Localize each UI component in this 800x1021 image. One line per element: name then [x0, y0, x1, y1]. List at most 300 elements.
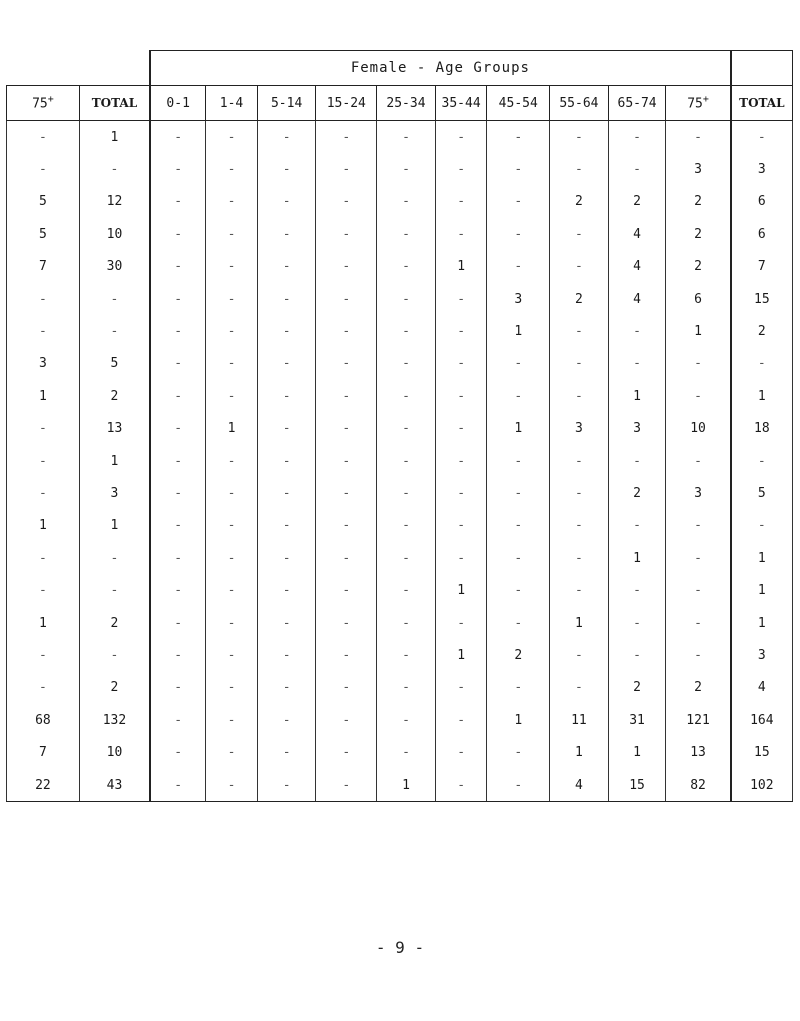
- table-cell: -: [7, 315, 80, 347]
- table-cell: -: [550, 121, 609, 154]
- table-cell: -: [487, 380, 550, 412]
- table-cell: -: [377, 413, 436, 445]
- table-cell: -: [435, 672, 487, 704]
- table-cell: 2: [79, 380, 150, 412]
- table-cell: -: [7, 574, 80, 606]
- table-cell: -: [206, 769, 258, 802]
- table-cell: 2: [666, 672, 731, 704]
- table-cell: -: [316, 348, 377, 380]
- table-cell: -: [550, 251, 609, 283]
- table-cell: -: [377, 315, 436, 347]
- table-cell: -: [435, 413, 487, 445]
- table-cell: -: [377, 121, 436, 154]
- table-cell: 2: [608, 672, 666, 704]
- table-cell: 121: [666, 704, 731, 736]
- table-cell: 15: [608, 769, 666, 802]
- table-row: [7, 283, 793, 315]
- table-cell: -: [316, 283, 377, 315]
- table-cell: 2: [79, 607, 150, 639]
- table-cell: -: [435, 607, 487, 639]
- table-row: [7, 315, 793, 347]
- table-cell: 2: [550, 283, 609, 315]
- table-cell: -: [377, 607, 436, 639]
- table-cell: -: [7, 477, 80, 509]
- table-row: [7, 704, 793, 736]
- table-cell: -: [206, 639, 258, 671]
- table-cell: -: [435, 218, 487, 250]
- table-cell: -: [377, 510, 436, 542]
- table-cell: -: [206, 251, 258, 283]
- table-cell: -: [150, 413, 206, 445]
- table-cell: -: [435, 445, 487, 477]
- table-cell: -: [257, 574, 316, 606]
- table-cell: -: [550, 218, 609, 250]
- table-cell: 1: [666, 315, 731, 347]
- table-cell: -: [150, 251, 206, 283]
- table-cell: 2: [79, 672, 150, 704]
- table-cell: -: [550, 542, 609, 574]
- table-cell: -: [377, 542, 436, 574]
- table-cell: -: [257, 380, 316, 412]
- table-cell: -: [206, 186, 258, 218]
- table-cell: -: [666, 574, 731, 606]
- col-total-header: TOTAL: [79, 86, 150, 121]
- table-cell: -: [731, 445, 793, 477]
- col-75-plus-female-header: 75+: [666, 86, 731, 121]
- table-cell: -: [257, 542, 316, 574]
- table-cell: -: [257, 704, 316, 736]
- table-cell: -: [666, 348, 731, 380]
- table-cell: 1: [487, 413, 550, 445]
- table-cell: -: [316, 445, 377, 477]
- table-cell: -: [666, 445, 731, 477]
- table-cell: -: [150, 704, 206, 736]
- table-cell: -: [550, 639, 609, 671]
- table-cell: -: [206, 380, 258, 412]
- table-cell: 1: [550, 736, 609, 768]
- table-cell: -: [435, 348, 487, 380]
- table-cell: 6: [731, 186, 793, 218]
- table-cell: -: [150, 769, 206, 802]
- table-cell: -: [316, 736, 377, 768]
- table-cell: -: [79, 315, 150, 347]
- table-row: [7, 413, 793, 445]
- table-cell: -: [7, 672, 80, 704]
- table-cell: -: [79, 639, 150, 671]
- table-cell: -: [79, 574, 150, 606]
- table-cell: 1: [435, 251, 487, 283]
- table-cell: 1: [377, 769, 436, 802]
- table-cell: -: [608, 315, 666, 347]
- table-cell: -: [79, 153, 150, 185]
- table-cell: -: [731, 510, 793, 542]
- table-cell: -: [550, 153, 609, 185]
- table-cell: -: [150, 380, 206, 412]
- group-header-row: [7, 51, 793, 86]
- table-cell: -: [316, 704, 377, 736]
- table-cell: -: [7, 542, 80, 574]
- table-row: [7, 607, 793, 639]
- table-cell: -: [435, 315, 487, 347]
- table-cell: -: [316, 574, 377, 606]
- table-cell: -: [206, 218, 258, 250]
- table-row: [7, 672, 793, 704]
- table-cell: -: [150, 736, 206, 768]
- table-row: [7, 186, 793, 218]
- table-cell: -: [377, 283, 436, 315]
- table-row: [7, 153, 793, 185]
- table-cell: -: [316, 413, 377, 445]
- table-cell: 11: [550, 704, 609, 736]
- table-cell: -: [377, 348, 436, 380]
- table-cell: -: [377, 672, 436, 704]
- table-cell: -: [206, 672, 258, 704]
- table-cell: -: [257, 218, 316, 250]
- table-cell: 2: [487, 639, 550, 671]
- table-cell: -: [316, 672, 377, 704]
- table-cell: -: [608, 348, 666, 380]
- table-cell: -: [7, 121, 80, 154]
- table-cell: -: [206, 477, 258, 509]
- table-cell: -: [206, 121, 258, 154]
- table-row: [7, 251, 793, 283]
- table-cell: -: [150, 672, 206, 704]
- table-cell: -: [316, 315, 377, 347]
- table-cell: -: [257, 639, 316, 671]
- table-cell: 3: [666, 477, 731, 509]
- table-cell: -: [377, 218, 436, 250]
- table-cell: -: [150, 477, 206, 509]
- table-cell: 6: [666, 283, 731, 315]
- table-cell: -: [257, 186, 316, 218]
- table-cell: 3: [550, 413, 609, 445]
- table-cell: -: [150, 445, 206, 477]
- table-cell: -: [150, 283, 206, 315]
- table-cell: -: [150, 639, 206, 671]
- table-cell: 1: [487, 704, 550, 736]
- table-cell: -: [377, 251, 436, 283]
- mortality-table: [6, 50, 793, 802]
- table-cell: 1: [79, 445, 150, 477]
- table-cell: -: [79, 283, 150, 315]
- table-cell: -: [257, 769, 316, 802]
- table-cell: -: [206, 510, 258, 542]
- table-cell: -: [487, 672, 550, 704]
- table-cell: 1: [487, 315, 550, 347]
- page-number: - 9 -: [375, 938, 425, 957]
- table-cell: -: [435, 542, 487, 574]
- table-cell: -: [257, 348, 316, 380]
- table-cell: -: [257, 413, 316, 445]
- table-cell: -: [608, 153, 666, 185]
- table-cell: -: [550, 574, 609, 606]
- table-cell: -: [150, 218, 206, 250]
- table-cell: 1: [608, 542, 666, 574]
- table-cell: -: [150, 315, 206, 347]
- table-cell: 164: [731, 704, 793, 736]
- table-cell: 4: [608, 251, 666, 283]
- table-cell: 2: [666, 186, 731, 218]
- table-cell: -: [257, 607, 316, 639]
- col-75-plus-header: 75+: [7, 86, 80, 121]
- table-cell: 13: [666, 736, 731, 768]
- table-cell: 7: [7, 251, 80, 283]
- table-row: [7, 510, 793, 542]
- table-cell: -: [487, 121, 550, 154]
- table-cell: -: [377, 186, 436, 218]
- table-cell: 1: [731, 542, 793, 574]
- table-cell: -: [206, 542, 258, 574]
- table-cell: 3: [731, 639, 793, 671]
- table-cell: 31: [608, 704, 666, 736]
- table-cell: 13: [79, 413, 150, 445]
- table-cell: -: [487, 251, 550, 283]
- table-cell: -: [550, 445, 609, 477]
- col-age-header: 5-14: [257, 86, 316, 121]
- table-cell: -: [487, 477, 550, 509]
- table-cell: -: [608, 510, 666, 542]
- column-header-row: [7, 86, 793, 121]
- table-cell: 1: [608, 736, 666, 768]
- table-row: [7, 639, 793, 671]
- table-cell: -: [435, 704, 487, 736]
- table-cell: -: [316, 477, 377, 509]
- table-cell: -: [316, 639, 377, 671]
- table-cell: 12: [79, 186, 150, 218]
- table-cell: -: [608, 121, 666, 154]
- table-cell: -: [206, 704, 258, 736]
- table-cell: 2: [666, 218, 731, 250]
- table-cell: 1: [7, 380, 80, 412]
- table-cell: -: [206, 736, 258, 768]
- table-cell: 1: [79, 121, 150, 154]
- table-cell: -: [487, 574, 550, 606]
- col-age-header: 25-34: [377, 86, 436, 121]
- table-cell: -: [435, 186, 487, 218]
- table-cell: 22: [7, 769, 80, 802]
- table-row: [7, 574, 793, 606]
- table-cell: -: [487, 769, 550, 802]
- table-cell: 4: [608, 218, 666, 250]
- table-cell: -: [487, 510, 550, 542]
- table-cell: 1: [79, 510, 150, 542]
- table-cell: -: [377, 704, 436, 736]
- table-cell: 1: [206, 413, 258, 445]
- table-cell: -: [150, 607, 206, 639]
- table-cell: 1: [435, 574, 487, 606]
- table-cell: -: [435, 510, 487, 542]
- table-cell: -: [487, 348, 550, 380]
- table-cell: -: [206, 607, 258, 639]
- table-cell: -: [608, 607, 666, 639]
- table-cell: -: [550, 315, 609, 347]
- table-cell: -: [435, 283, 487, 315]
- table-cell: -: [150, 121, 206, 154]
- table-cell: -: [608, 445, 666, 477]
- table-cell: 7: [731, 251, 793, 283]
- table-cell: -: [257, 672, 316, 704]
- table-cell: -: [316, 251, 377, 283]
- table-cell: -: [150, 186, 206, 218]
- table-cell: -: [487, 445, 550, 477]
- table-cell: -: [550, 672, 609, 704]
- table-cell: 2: [608, 186, 666, 218]
- table-cell: -: [150, 153, 206, 185]
- table-cell: 2: [731, 315, 793, 347]
- table-cell: -: [666, 542, 731, 574]
- table-cell: -: [7, 153, 80, 185]
- table-cell: -: [150, 574, 206, 606]
- table-cell: -: [257, 251, 316, 283]
- table-cell: 1: [550, 607, 609, 639]
- table-cell: -: [150, 542, 206, 574]
- table-cell: -: [150, 510, 206, 542]
- table-cell: 10: [666, 413, 731, 445]
- table-cell: -: [608, 574, 666, 606]
- col-age-header: 45-54: [487, 86, 550, 121]
- table-cell: -: [257, 445, 316, 477]
- table-cell: -: [377, 736, 436, 768]
- table-cell: -: [257, 153, 316, 185]
- table-cell: 82: [666, 769, 731, 802]
- table-cell: -: [7, 639, 80, 671]
- table-cell: -: [316, 769, 377, 802]
- table-cell: -: [150, 348, 206, 380]
- table-cell: 1: [608, 380, 666, 412]
- table-cell: -: [377, 639, 436, 671]
- table-cell: 1: [7, 510, 80, 542]
- table-cell: 5: [731, 477, 793, 509]
- table-body: [7, 121, 793, 802]
- table-cell: 10: [79, 736, 150, 768]
- table-row: [7, 218, 793, 250]
- table-cell: -: [257, 477, 316, 509]
- table-cell: -: [487, 607, 550, 639]
- col-age-header: 15-24: [316, 86, 377, 121]
- table-cell: 2: [550, 186, 609, 218]
- table-cell: 2: [608, 477, 666, 509]
- table-cell: -: [206, 283, 258, 315]
- table-cell: -: [206, 574, 258, 606]
- col-age-header: 1-4: [206, 86, 258, 121]
- table-cell: 3: [731, 153, 793, 185]
- table-cell: -: [257, 315, 316, 347]
- table-cell: -: [435, 121, 487, 154]
- table-cell: -: [316, 607, 377, 639]
- table-row: [7, 445, 793, 477]
- table-cell: 1: [435, 639, 487, 671]
- table-cell: 3: [79, 477, 150, 509]
- table-cell: -: [666, 121, 731, 154]
- table-cell: -: [666, 639, 731, 671]
- table-cell: 5: [79, 348, 150, 380]
- table-cell: 2: [666, 251, 731, 283]
- table-cell: -: [608, 639, 666, 671]
- table-cell: -: [666, 380, 731, 412]
- table-cell: -: [206, 153, 258, 185]
- table-cell: -: [435, 153, 487, 185]
- table-cell: -: [487, 736, 550, 768]
- table-cell: -: [257, 510, 316, 542]
- table-cell: 5: [7, 218, 80, 250]
- table-row: [7, 380, 793, 412]
- table-row: [7, 348, 793, 380]
- table-cell: 3: [487, 283, 550, 315]
- table-cell: -: [550, 510, 609, 542]
- table-cell: 132: [79, 704, 150, 736]
- table-cell: -: [377, 445, 436, 477]
- table-cell: 4: [731, 672, 793, 704]
- table-cell: 4: [550, 769, 609, 802]
- table-cell: 30: [79, 251, 150, 283]
- table-cell: 15: [731, 736, 793, 768]
- table-cell: -: [316, 542, 377, 574]
- table-cell: 68: [7, 704, 80, 736]
- table-cell: 43: [79, 769, 150, 802]
- table-cell: -: [377, 574, 436, 606]
- table-cell: 1: [7, 607, 80, 639]
- table-cell: -: [435, 380, 487, 412]
- table-cell: -: [731, 121, 793, 154]
- table-cell: -: [731, 348, 793, 380]
- table-cell: -: [206, 315, 258, 347]
- table-cell: 10: [79, 218, 150, 250]
- table-cell: -: [666, 510, 731, 542]
- table-cell: -: [316, 218, 377, 250]
- table-cell: -: [435, 769, 487, 802]
- table-cell: 6: [731, 218, 793, 250]
- table-row: [7, 769, 793, 802]
- table-cell: -: [316, 121, 377, 154]
- table-cell: -: [487, 218, 550, 250]
- table-cell: 102: [731, 769, 793, 802]
- table-cell: -: [7, 445, 80, 477]
- col-age-header: 35-44: [435, 86, 487, 121]
- table-row: [7, 542, 793, 574]
- table-cell: -: [550, 348, 609, 380]
- table-cell: 3: [666, 153, 731, 185]
- table-cell: 3: [608, 413, 666, 445]
- table-cell: -: [550, 477, 609, 509]
- table-cell: 1: [731, 607, 793, 639]
- table-cell: 7: [7, 736, 80, 768]
- table-row: [7, 121, 793, 154]
- table-cell: -: [206, 445, 258, 477]
- table-cell: 15: [731, 283, 793, 315]
- table-cell: -: [435, 477, 487, 509]
- female-age-groups-title: Female - Age Groups: [150, 51, 731, 86]
- table-cell: -: [377, 477, 436, 509]
- table-cell: -: [487, 542, 550, 574]
- table-cell: 1: [731, 380, 793, 412]
- table-cell: -: [257, 736, 316, 768]
- table-cell: -: [377, 380, 436, 412]
- table-cell: -: [316, 510, 377, 542]
- col-age-header: 65-74: [608, 86, 666, 121]
- table-cell: 3: [7, 348, 80, 380]
- table-cell: -: [666, 607, 731, 639]
- table-cell: -: [206, 348, 258, 380]
- table-cell: -: [257, 283, 316, 315]
- table-cell: -: [257, 121, 316, 154]
- table-cell: 1: [731, 574, 793, 606]
- table-cell: -: [550, 380, 609, 412]
- table-cell: -: [316, 380, 377, 412]
- table-row: [7, 477, 793, 509]
- col-age-header: 0-1: [150, 86, 206, 121]
- table-cell: 18: [731, 413, 793, 445]
- table-cell: -: [487, 186, 550, 218]
